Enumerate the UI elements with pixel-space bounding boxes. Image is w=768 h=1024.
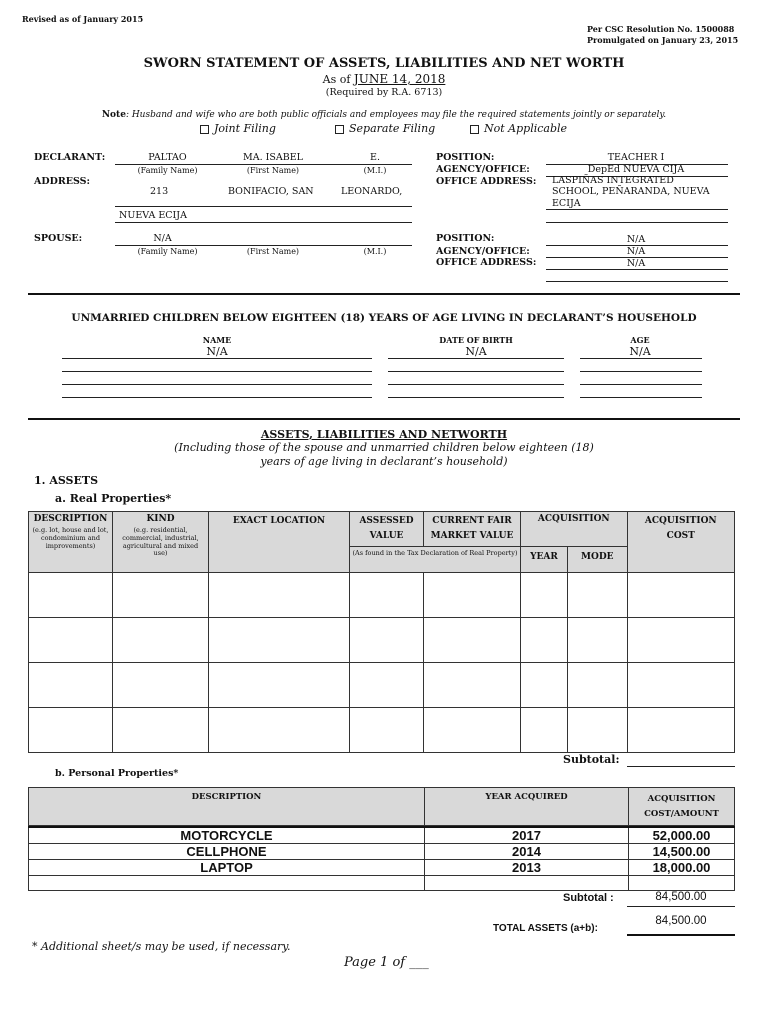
total-assets-label: TOTAL ASSETS (a+b):	[493, 923, 598, 934]
pp-subtotal-value[interactable]: 84,500.00	[655, 891, 707, 903]
note-line	[0, 110, 768, 120]
joint-filing-option[interactable]: Joint Filing	[200, 122, 276, 135]
declarant-mi[interactable]: E.	[370, 152, 380, 163]
rp-col-description: DESCRIPTION (e.g. lot, house and lot, condominium and improvements)	[29, 512, 113, 573]
personal-properties-heading: b. Personal Properties*	[55, 768, 179, 779]
revised-date: Revised as of January 2015	[22, 14, 144, 24]
spouse-family-caption: (Family Name)	[137, 247, 198, 256]
pp-row-desc[interactable]: CELLPHONE	[29, 844, 425, 860]
office-address-2[interactable]: SCHOOL, PEÑARANDA, NUEVA	[552, 186, 710, 197]
pp-row-year[interactable]: 2013	[425, 860, 629, 876]
table-row	[29, 844, 735, 860]
promulgation-date: Promulgated on January 23, 2015	[587, 35, 739, 45]
as-of-line	[0, 72, 768, 86]
rp-col-fair-market: CURRENT FAIR MARKET VALUE	[424, 512, 521, 547]
pp-row-cost[interactable]: 14,500.00	[629, 844, 735, 860]
spouse-label: SPOUSE:	[34, 233, 83, 244]
child-age[interactable]: N/A	[629, 345, 651, 358]
pp-row-cost[interactable]: 18,000.00	[629, 860, 735, 876]
declarant-label: DECLARANT:	[34, 152, 106, 163]
rp-col-cost: ACQUISITION COST	[627, 512, 734, 573]
spouse-family-name[interactable]: N/A	[153, 233, 172, 244]
rp-value-note: (As found in the Tax Declaration of Real Property)	[350, 547, 521, 573]
address-line-1a[interactable]: 213	[150, 186, 169, 197]
total-assets-value[interactable]: 84,500.00	[655, 915, 707, 927]
office-address-1[interactable]: LASPIÑAS INTEGRATED	[552, 175, 674, 186]
spouse-position-label: POSITION:	[436, 233, 495, 244]
table-row	[29, 860, 735, 876]
office-address-label: OFFICE ADDRESS:	[436, 176, 537, 187]
address-line-1b[interactable]: BONIFACIO, SAN	[228, 186, 314, 197]
declarant-first-name[interactable]: MA. ISABEL	[243, 152, 303, 163]
rp-col-year: YEAR	[521, 547, 568, 573]
pp-col-description: DESCRIPTION	[29, 788, 425, 826]
children-col-dob: DATE OF BIRTH	[439, 335, 513, 345]
table-row	[29, 618, 735, 663]
mi-caption: (M.I.)	[363, 166, 387, 175]
table-row	[29, 827, 735, 844]
pp-row-year[interactable]: 2017	[425, 827, 629, 844]
page-number: Page 1 of ___	[344, 955, 429, 970]
rp-col-mode: MODE	[568, 547, 628, 573]
pp-row-desc[interactable]: LAPTOP	[29, 860, 425, 876]
pp-row-year[interactable]: 2014	[425, 844, 629, 860]
family-name-caption: (Family Name)	[137, 166, 198, 175]
spouse-office-address-label: OFFICE ADDRESS:	[436, 257, 537, 268]
alnw-sub-1: (Including those of the spouse and unmarried children below eighteen (18)	[174, 441, 594, 454]
child-name[interactable]: N/A	[206, 345, 228, 358]
children-col-name: NAME	[202, 335, 232, 345]
first-name-caption: (First Name)	[246, 166, 300, 175]
position-label: POSITION:	[436, 152, 495, 163]
note-label: Note	[101, 110, 126, 120]
real-properties-heading: a. Real Properties*	[55, 492, 172, 505]
children-heading: UNMARRIED CHILDREN BELOW EIGHTEEN (18) YEARS OF AGE LIVING IN DECLARANT’S HOUSEHOLD	[71, 312, 697, 324]
address-line-2[interactable]: NUEVA ECIJA	[119, 210, 187, 221]
note-text: : Husband and wife who are both public officials and employees may file the required statements jointly or separately.	[125, 110, 667, 120]
alnw-sub-2: years of age living in declarant’s household)	[260, 455, 508, 468]
real-properties-table	[28, 511, 735, 753]
spouse-mi-caption: (M.I.)	[363, 247, 387, 256]
child-dob[interactable]: N/A	[465, 345, 487, 358]
not-applicable-option[interactable]: Not Applicable	[470, 122, 567, 135]
personal-properties-table	[28, 787, 735, 891]
rp-col-assessed: ASSESSED VALUE	[350, 512, 424, 547]
office-address-3[interactable]: ECIJA	[552, 198, 581, 209]
rp-subtotal-label: Subtotal:	[563, 753, 620, 766]
pp-subtotal-label: Subtotal :	[563, 892, 614, 904]
pp-col-cost: ACQUISITION COST/AMOUNT	[629, 788, 735, 826]
separate-filing-checkbox[interactable]	[335, 125, 344, 134]
declarant-agency[interactable]: DepEd NUEVA CIJA	[587, 164, 685, 175]
spouse-agency[interactable]: N/A	[626, 246, 646, 257]
spouse-position[interactable]: N/A	[626, 234, 646, 245]
as-of-label: As of	[322, 73, 351, 86]
additional-sheets-note: * Additional sheet/s may be used, if necessary.	[32, 940, 291, 953]
table-row	[29, 663, 735, 708]
not-applicable-checkbox[interactable]	[470, 125, 479, 134]
table-row	[29, 876, 735, 891]
alnw-heading: ASSETS, LIABILITIES AND NETWORTH	[260, 428, 508, 441]
declarant-family-name[interactable]: PALTAO	[148, 152, 187, 163]
pp-col-year: YEAR ACQUIRED	[425, 788, 629, 826]
separate-filing-option[interactable]: Separate Filing	[335, 122, 435, 135]
spouse-agency-label: AGENCY/OFFICE:	[436, 246, 530, 257]
table-row	[29, 573, 735, 618]
rp-col-location: EXACT LOCATION	[209, 512, 350, 573]
table-row	[29, 708, 735, 753]
csc-resolution: Per CSC Resolution No. 1500088	[587, 24, 735, 34]
assets-heading: 1. ASSETS	[34, 474, 99, 487]
form-title: SWORN STATEMENT OF ASSETS, LIABILITIES AND NET WORTH	[143, 56, 625, 71]
spouse-first-caption: (First Name)	[246, 247, 300, 256]
address-label: ADDRESS:	[34, 176, 91, 187]
as-of-date: JUNE 14, 2018	[353, 72, 446, 86]
pp-row-cost[interactable]: 52,000.00	[629, 827, 735, 844]
rp-col-kind: KIND (e.g. residential, commercial, industrial, agricultural and mixed use)	[113, 512, 209, 573]
pp-row-desc[interactable]: MOTORCYCLE	[29, 827, 425, 844]
spouse-office-address[interactable]: N/A	[626, 258, 646, 269]
declarant-position[interactable]: TEACHER I	[607, 152, 665, 163]
agency-label: AGENCY/OFFICE:	[436, 164, 530, 175]
children-col-age: AGE	[630, 335, 650, 345]
rp-col-acquisition: ACQUISITION	[521, 512, 628, 547]
joint-filing-checkbox[interactable]	[200, 125, 209, 134]
required-by: (Required by R.A. 6713)	[325, 87, 443, 98]
address-line-1c[interactable]: LEONARDO,	[341, 186, 403, 197]
